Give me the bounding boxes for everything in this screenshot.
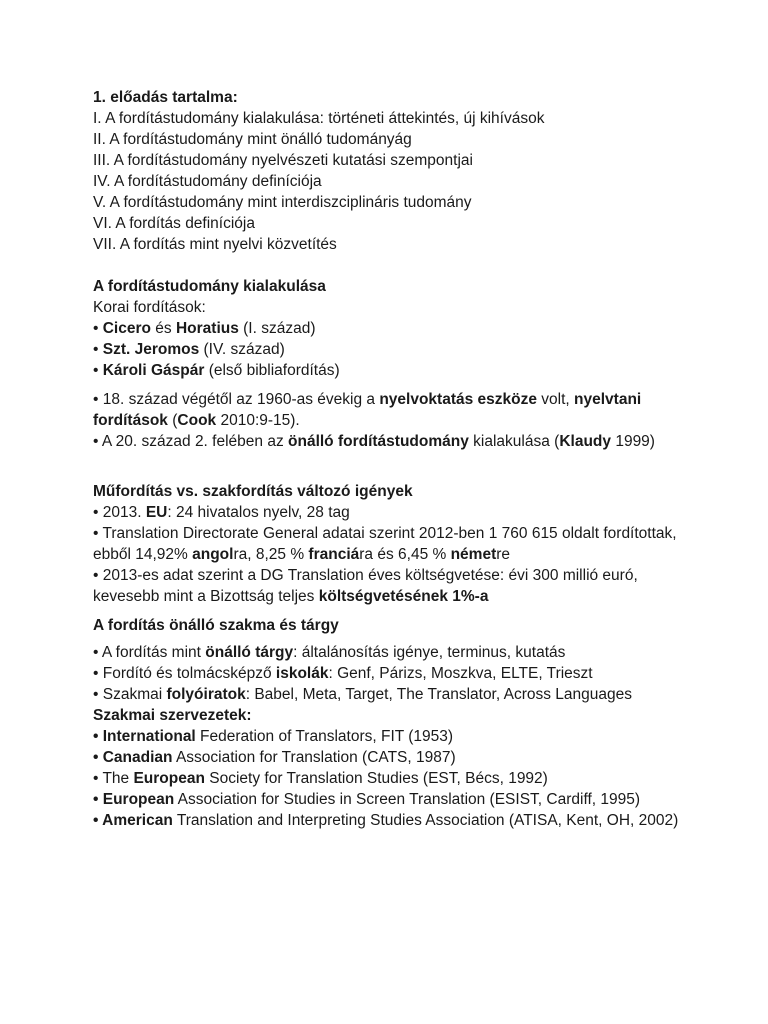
text-run: : Babel, Meta, Target, The Translator, Across Languages <box>245 686 633 703</box>
text-run: • 2013. <box>93 504 146 521</box>
paragraph <box>93 431 683 452</box>
text-run: • A 20. század 2. felében az <box>93 433 289 450</box>
section-heading: A fordítástudomány kialakulása <box>93 278 326 295</box>
organization-item <box>93 768 683 789</box>
bold-run: költségvetésének 1%-a <box>318 588 489 605</box>
bold-run: önálló tárgy <box>205 644 294 661</box>
text-run: 2010:9-15). <box>216 412 300 429</box>
contents-item: V. A fordítástudomány mint interdiszciplináris tudomány <box>93 194 472 211</box>
detail-text: (első bibliafordítás) <box>204 362 340 379</box>
bold-run: American <box>102 812 173 829</box>
author-name: Károli Gáspár <box>102 362 205 379</box>
detail-text: (I. század) <box>238 320 316 337</box>
text-run: kialakulása ( <box>468 433 560 450</box>
bullet-text: • <box>93 791 103 808</box>
contents-item: I. A fordítástudomány kialakulása: történeti áttekintés, új kihívások <box>93 110 545 127</box>
bullet-text: • <box>93 728 103 745</box>
bold-run: nyelvtani fordítások <box>93 391 642 429</box>
text-run: Translation and Interpreting Studies Association (ATISA, Kent, OH, 2002) <box>172 812 679 829</box>
paragraph <box>93 523 683 565</box>
bullet-text: • <box>93 320 103 337</box>
text-run: • Translation Directorate General adatai szerint 2012-ben 1 760 615 oldalt fordítottak, ebből 14,92% <box>93 525 677 563</box>
organization-item <box>93 726 683 747</box>
paragraph <box>93 663 683 684</box>
bullet-text: • <box>93 341 103 358</box>
bold-run: önálló fordítástudomány <box>288 433 469 450</box>
text-run: • A fordítás mint <box>93 644 206 661</box>
contents-item: IV. A fordítástudomány definíciója <box>93 173 322 190</box>
contents-title: 1. előadás tartalma: <box>93 89 238 106</box>
paragraph <box>93 684 683 705</box>
bullet-text: • <box>93 812 103 829</box>
bold-run: franciá <box>308 546 360 563</box>
paragraph <box>93 565 683 607</box>
organization-item <box>93 810 683 831</box>
early-translations-label: Korai fordítások: <box>93 299 206 316</box>
text-run: • Szakmai <box>93 686 167 703</box>
list-item <box>93 339 683 360</box>
contents-item: VI. A fordítás definíciója <box>93 215 255 232</box>
author-name: Cicero <box>102 320 151 337</box>
section-heading: Műfordítás vs. szakfordítás változó igények <box>93 483 413 500</box>
bold-run: folyóiratok <box>166 686 246 703</box>
text-run: : Genf, Párizs, Moszkva, ELTE, Trieszt <box>328 665 593 682</box>
text-run: • 2013-es adat szerint a DG Translation éves költségvetése: évi 300 millió euró, kevesebb mint a Bizottság teljes <box>93 567 638 605</box>
bold-run: European <box>133 770 205 787</box>
text-run: ra és 6,45 % <box>359 546 451 563</box>
bullet-text: • The <box>93 770 134 787</box>
paragraph <box>93 502 683 523</box>
author-name: Szt. Jeromos <box>102 341 200 358</box>
detail-text: (IV. század) <box>199 341 285 358</box>
text-run: ( <box>167 412 178 429</box>
text-run: Federation of Translators, FIT (1953) <box>195 728 454 745</box>
paragraph <box>93 642 683 663</box>
organizations-heading: Szakmai szervezetek: <box>93 707 252 724</box>
bold-run: Klaudy <box>559 433 612 450</box>
bold-run: International <box>102 728 196 745</box>
bold-run: angol <box>192 546 234 563</box>
text-run: ra, 8,25 % <box>233 546 309 563</box>
document-page <box>93 87 683 831</box>
author-name: Horatius <box>175 320 239 337</box>
bold-run: iskolák <box>275 665 329 682</box>
section-heading: A fordítás önálló szakma és tárgy <box>93 617 339 634</box>
text-run: Society for Translation Studies (EST, Bécs, 1992) <box>204 770 548 787</box>
bold-run: EU <box>145 504 168 521</box>
bold-run: European <box>102 791 175 808</box>
paragraph <box>93 389 683 431</box>
text-run: : általánosítás igénye, terminus, kutatás <box>293 644 566 661</box>
bold-run: német <box>450 546 497 563</box>
text-run: • Fordító és tolmácsképző <box>93 665 276 682</box>
text-run: 1999) <box>611 433 655 450</box>
bullet-text: • <box>93 749 103 766</box>
bullet-text: • <box>93 362 103 379</box>
connector-text: és <box>150 320 176 337</box>
contents-item: VII. A fordítás mint nyelvi közvetítés <box>93 236 337 253</box>
list-item <box>93 360 683 381</box>
text-run: volt, <box>537 391 575 408</box>
organization-item <box>93 789 683 810</box>
bold-run: Canadian <box>102 749 173 766</box>
text-run: Association for Studies in Screen Translation (ESIST, Cardiff, 1995) <box>174 791 641 808</box>
text-run: Association for Translation (CATS, 1987) <box>172 749 456 766</box>
bold-run: nyelvoktatás eszköze <box>379 391 537 408</box>
text-run: : 24 hivatalos nyelv, 28 tag <box>167 504 350 521</box>
contents-item: II. A fordítástudomány mint önálló tudományág <box>93 131 412 148</box>
bold-run: Cook <box>177 412 217 429</box>
text-run: re <box>496 546 511 563</box>
organization-item <box>93 747 683 768</box>
contents-item: III. A fordítástudomány nyelvészeti kutatási szempontjai <box>93 152 473 169</box>
text-run: • 18. század végétől az 1960-as évekig a <box>93 391 380 408</box>
list-item <box>93 318 683 339</box>
